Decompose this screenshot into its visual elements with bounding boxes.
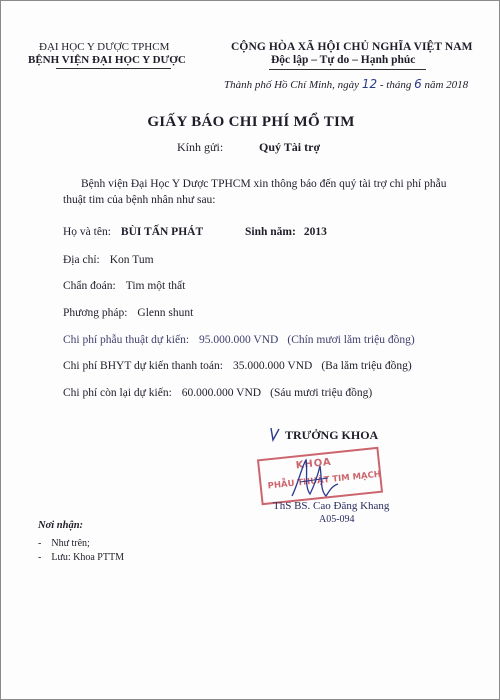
cost-words: (Chín mươi lăm triệu đồng) [287, 334, 415, 346]
patient-name-label: Họ và tên: [63, 226, 111, 238]
patient-birth-row [245, 222, 327, 240]
patient-name-row [63, 222, 203, 240]
method-row [63, 303, 193, 321]
cost-amount: 35.000.000 VND [232, 360, 313, 372]
date-month: 6 [414, 77, 422, 91]
header-left-divider [56, 68, 171, 69]
date-day: 12 [361, 77, 378, 91]
recipient-item-text: Lưu: Khoa PTTM [51, 552, 124, 563]
patient-address-row [63, 250, 154, 268]
diagnosis-value: Tim một thất [125, 280, 186, 292]
cost-label: Chi phí phẫu thuật dự kiến: [63, 334, 190, 346]
patient-birth-label: Sinh năm: [245, 226, 296, 238]
handwritten-signature [284, 456, 344, 502]
national-motto: Độc lập – Tự do – Hạnh phúc [271, 54, 416, 66]
cost-row-remaining [63, 383, 372, 401]
header-right-divider [269, 69, 426, 70]
date-year: năm 2018 [424, 79, 469, 91]
recipient-item: - Như trên; [38, 538, 90, 549]
organization-line-2: BỆNH VIỆN ĐẠI HỌC Y DƯỢC [28, 54, 186, 66]
diagnosis-row [63, 276, 185, 294]
cost-words: (Sáu mươi triệu đồng) [270, 387, 373, 399]
recipients-heading: Nơi nhận: [38, 520, 84, 531]
date-month-label: tháng [386, 79, 412, 91]
signer-code: A05-094 [319, 514, 355, 525]
initial-mark-icon [268, 426, 282, 442]
cost-label: Chi phí còn lại dự kiến: [63, 387, 172, 399]
method-label: Phương pháp: [63, 307, 128, 319]
stamp-bottom-text: PHẪU THUẬT TIM MẠCH [267, 469, 382, 492]
address-label: Địa chỉ: [63, 254, 100, 266]
intro-line-1: Bệnh viện Đại Học Y Dược TPHCM xin thông báo đến quý tài trợ chi phí phẫu [81, 178, 447, 190]
document-title: GIẤY BÁO CHI PHÍ MỔ TIM [147, 114, 355, 130]
diagnosis-label: Chẩn đoán: [63, 280, 116, 292]
greeting-label: Kính gửi: [177, 140, 224, 154]
recipient-item-text: Như trên; [51, 538, 90, 549]
cost-row-insurance [63, 356, 412, 374]
signer-title: TRƯỞNG KHOA [285, 428, 379, 442]
intro-line-2: thuật tim của bệnh nhân như sau: [63, 194, 216, 206]
cost-amount: 60.000.000 VND [181, 387, 262, 399]
cost-words: (Ba lăm triệu đồng) [321, 360, 412, 372]
patient-birth-year: 2013 [303, 226, 327, 238]
recipient-item: - Lưu: Khoa PTTM [38, 552, 124, 563]
stamp-top-text: KHOA [295, 456, 333, 472]
national-title: CỘNG HÒA XÃ HỘI CHỦ NGHĨA VIỆT NAM [231, 41, 473, 53]
cost-amount: 95.000.000 VND [199, 334, 279, 346]
document-date: Thành phố Hồ Chí Minh, ngày 12 - tháng 6 năm 2018 [224, 77, 469, 91]
cost-label: Chi phí BHYT dự kiến thanh toán: [63, 360, 223, 372]
organization-line-1: ĐẠI HỌC Y DƯỢC TPHCM [39, 41, 170, 53]
patient-name: BÙI TẤN PHÁT [120, 226, 204, 238]
address-value: Kon Tum [109, 254, 154, 266]
greeting-recipient: Quý Tài trợ [259, 140, 321, 154]
date-prefix: Thành phố Hồ Chí Minh, ngày [224, 79, 360, 91]
method-value: Glenn shunt [137, 307, 194, 319]
cost-row-surgery [63, 330, 415, 348]
signer-name: ThS BS. Cao Đăng Khang [273, 500, 390, 512]
